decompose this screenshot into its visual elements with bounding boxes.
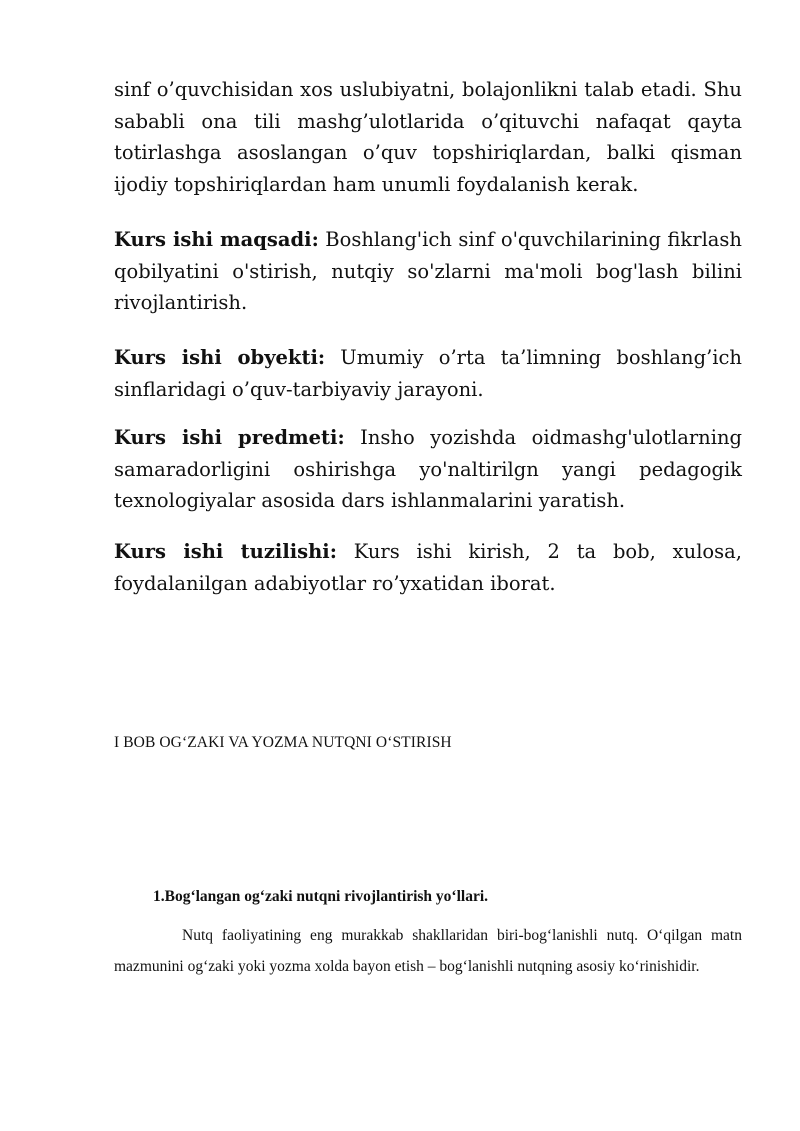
section-body: Nutq faoliyatining eng murakkab shakllaridan biri-bog‘lanishli nutq. O‘qilgan matn mazmunini og‘zaki yoki yozma xolda bayon etish – bog‘lanishli nutqning asosiy ko‘rinishidir. (114, 927, 742, 975)
predmet-label: Kurs ishi predmeti: (114, 426, 345, 449)
tuzilish-label: Kurs ishi tuzilishi: (114, 540, 337, 563)
intro-text: sinf o’quvchisidan xos uslubiyatni, bolajonlikni talab etadi. Shu sababli ona tili mashg’ulotlarida o’qituvchi nafaqat qayta totirlashga asoslangan o’quv topshiriqlardan, balki qisman ijodiy topshiriqlardan ham unumli foydalanish kerak. (114, 78, 742, 196)
maqsad-paragraph (114, 224, 742, 319)
obyekt-paragraph (114, 342, 742, 405)
obyekt-label: Kurs ishi obyekti: (114, 346, 326, 369)
tuzilish-text: Kurs ishi kirish, 2 ta bob, xulosa, foydalanilgan adabiyotlar ro’yxatidan iborat. (114, 540, 742, 595)
intro-paragraph (114, 74, 742, 200)
chapter-title: I BOB OG‘ZAKI VA YOZMA NUTQNI O‘STIRISH (114, 734, 452, 751)
obyekt-text: Umumiy o’rta ta’limning boshlang’ich sinflaridagi o’quv-tarbiyaviy jarayoni. (114, 346, 742, 401)
maqsad-label: Kurs ishi maqsadi: (114, 228, 319, 251)
maqsad-text: Boshlang'ich sinf o'quvchilarining fikrlash qobilyatini o'stirish, nutqiy so'zlarni ma'moli bog'lash bilini rivojlantirish. (114, 228, 742, 314)
section-title: 1.Bog‘langan og‘zaki nutqni rivojlantirish yo‘llari. (153, 888, 489, 905)
tuzilish-paragraph (114, 536, 742, 599)
predmet-paragraph (114, 422, 742, 517)
predmet-text: Insho yozishda oidmashg'ulotlarning samaradorligini oshirishga yo'naltirilgn yangi pedagogik texnologiyalar asosida dars ishlanmalarini yaratish. (114, 426, 742, 512)
